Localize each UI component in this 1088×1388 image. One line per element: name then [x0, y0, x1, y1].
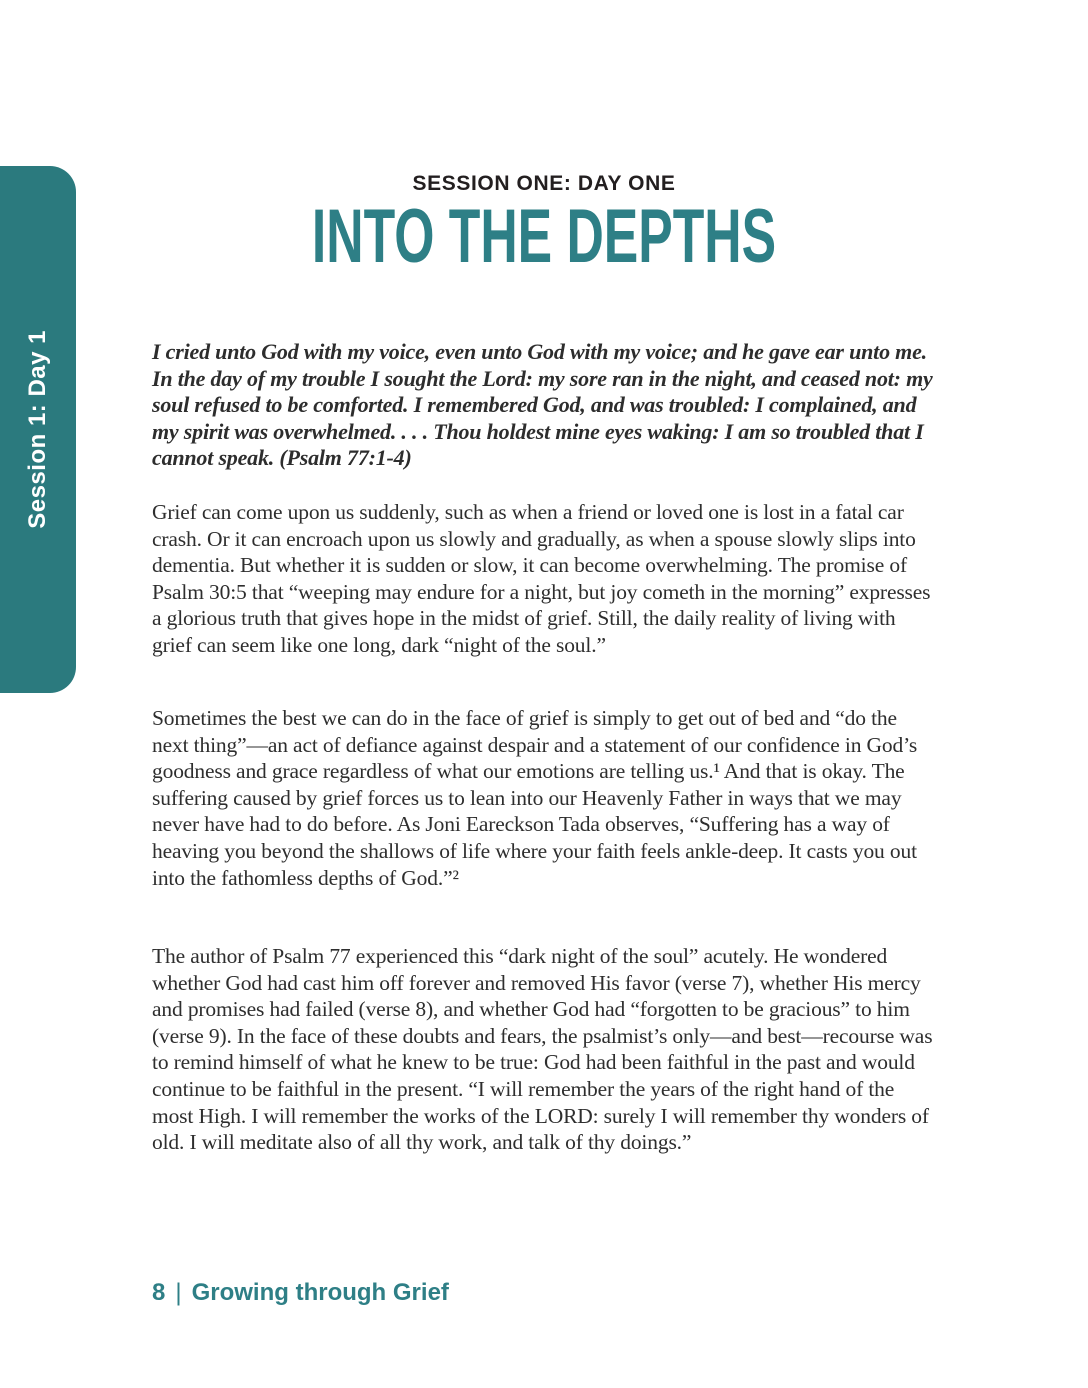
body-paragraph-3: The author of Psalm 77 experienced this “dark night of the soul” acutely. He wondered whether God had cast him off forever and removed His favor (verse 7), whether His mercy and promises had failed (verse 8), and whether God had “forgotten to be gracious” to him (verse 9). In the face of these doubts and fears, the psalmist’s only—and best—recourse was to remind himself of what he knew to be true: God had been faithful in the past and would continue to be faithful in the present. “I will remember the years of the right hand of the most High. I will remember the works of the LORD: surely I will remember thy wonders of old. I will meditate also of all thy work, and talk of thy doings.”	[152, 944, 933, 1155]
page-title: INTO THE DEPTHS	[311, 194, 777, 279]
page-number: 8	[152, 1279, 166, 1306]
scripture-quote: I cried unto God with my voice, even unto God with my voice; and he gave ear unto me. In the day of my trouble I sought the Lord: my sore ran in the night, and ceased not: my soul refused to be comforted. I remembered God, and was troubled: I complained, and my spirit was overwhelmed. . . . Thou holdest mine eyes waking: I am so troubled that I cannot speak. (Psalm 77:1-4)	[152, 339, 933, 471]
body-paragraph-2: Sometimes the best we can do in the face of grief is simply to get out of bed and “do the next thing”—an act of defiance against despair and a statement of our confidence in God’s goodness and grace regardless of what our emotions are telling us.¹ And that is okay. The suffering caused by grief forces us to lean into our Heavenly Father in ways that we may never have had to do before. As Joni Eareckson Tada observes, “Suffering has a way of heaving you beyond the shallows of life where your faith feels ankle-deep. It casts you out into the fathomless depths of God.”²	[152, 706, 918, 890]
page-footer	[152, 1279, 449, 1307]
session-kicker: SESSION ONE: DAY ONE	[412, 172, 676, 195]
book-title: Growing through Grief	[191, 1279, 449, 1306]
footer-divider: |	[175, 1278, 182, 1307]
session-tab	[0, 166, 76, 693]
page-content	[152, 0, 936, 1388]
session-tab-label: Session 1: Day 1	[24, 330, 51, 529]
body-paragraph-1: Grief can come upon us suddenly, such as when a friend or loved one is lost in a fatal car crash. Or it can encroach upon us slowly and gradually, as when a spouse slowly slips into dementia. But whether it is sudden or slow, it can become overwhelming. The promise of Psalm 30:5 that “weeping may endure for a night, but joy cometh in the morning” expresses a glorious truth that gives hope in the midst of grief. Still, the daily reality of living with grief can seem like one long, dark “night of the soul.”	[152, 500, 931, 657]
